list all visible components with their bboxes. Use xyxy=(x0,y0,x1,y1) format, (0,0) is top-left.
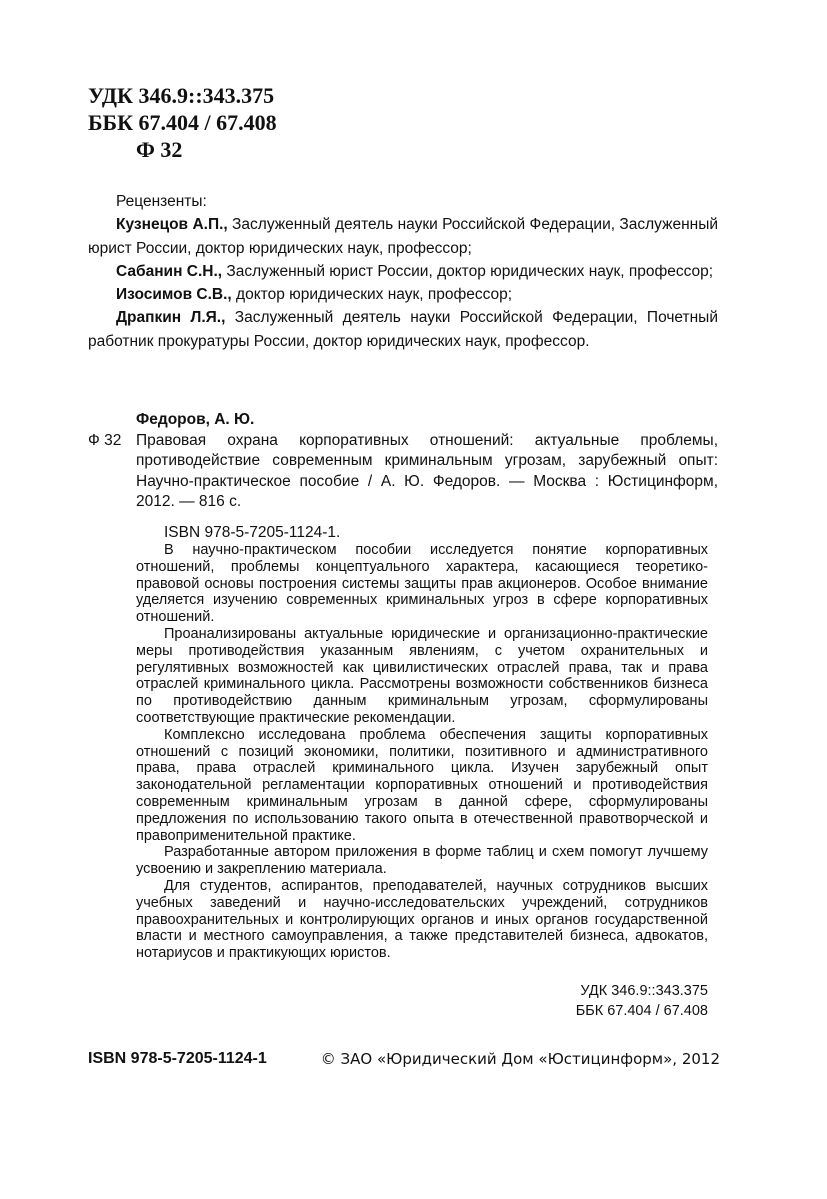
reviewers-block xyxy=(88,190,718,353)
reviewer xyxy=(88,213,718,260)
abstract-paragraph: Разработанные автором приложения в форме таблиц и схем помогут лучшему усвоению и закреплению материала. xyxy=(136,844,708,878)
classification-codes xyxy=(500,981,708,1021)
record-title: Правовая охрана корпоративных отношений: актуальные проблемы, противодействие современным криминальным угрозам, зарубежный опыт: Научно-практическое пособие / А. Ю. Федоров. — Москва : Юстицинформ, 2012. — 816 с. xyxy=(136,431,718,511)
reviewer xyxy=(88,306,718,353)
udk-code: УДК 346.9::343.375 xyxy=(88,83,275,108)
reviewer xyxy=(88,260,718,283)
reviewer-desc: Заслуженный юрист России, доктор юридических наук, профессор; xyxy=(222,262,714,280)
reviewer-name: Кузнецов А.П., xyxy=(116,216,228,234)
reviewer-desc: Заслуженный деятель науки Российской Федерации, Заслуженный юрист России, доктор юридических наук, профессор; xyxy=(88,216,718,257)
record-code: Ф 32 xyxy=(88,431,122,449)
author-sign: Ф 32 xyxy=(136,137,183,162)
abstract-paragraph: Для студентов, аспирантов, преподавателей, научных сотрудников высших учебных заведений и научно-исследовательских учреждений, сотрудников правоохранительных и контролирующих органов и иных органов государственной власти и местного самоуправления, а также представителей бизнеса, адвокатов, нотариусов и практикующих юристов. xyxy=(136,877,708,962)
reviewer xyxy=(88,283,718,306)
bibliographic-record xyxy=(88,410,718,544)
reviewer-desc: Заслуженный деятель науки Российской Федерации, Почетный работник прокуратуры России, доктор юридических наук, профессор. xyxy=(88,309,718,350)
bbk-code-bottom: ББК 67.404 / 67.408 xyxy=(575,1003,708,1019)
reviewers-title: Рецензенты: xyxy=(116,193,207,210)
abstract-paragraph: В научно-практическом пособии исследуется понятие корпоративных отношений, проблемы концептуального характера, касающиеся теоретико-правовой основы построения системы защиты прав акционеров. Особое внимание уделяется изучению современных криминальных угроз в сфере корпоративных отношений. xyxy=(136,542,708,626)
record-entry xyxy=(88,431,718,513)
record-isbn: ISBN 978-5-7205-1124-1. xyxy=(164,523,341,541)
reviewer-desc: доктор юридических наук, профессор; xyxy=(231,286,513,304)
bbk-code: ББК 67.404 / 67.408 xyxy=(88,110,277,135)
abstract-paragraph: Проанализированы актуальные юридические и организационно-практические меры противодействия указанным явлениям, с учетом охранительных и регулятивных возможностей как цивилистических отраслей права, так и права отраслей криминального цикла. Рассмотрены возможности собственников бизнеса по противодействию данным криминальным угрозам, сформулированы соответствующие практические рекомендации. xyxy=(136,625,708,726)
footer-isbn: ISBN 978-5-7205-1124-1 xyxy=(88,1050,267,1067)
reviewer-name: Сабанин С.Н., xyxy=(116,262,223,280)
copyright: © ЗАО «Юридический Дом «Юстицинформ», 2012 xyxy=(320,1050,720,1068)
reviewer-name: Изосимов С.В., xyxy=(116,286,232,304)
abstract-paragraph: Комплексно исследована проблема обеспечения защиты корпоративных отношений с позиций экономики, политики, позитивного и административного права, права отраслей криминального цикла. Изучен зарубежный опыт законодательной регламентации корпоративных отношений и противодействия современным криминальным угрозам в данной сфере, сформулированы предложения по использованию такого опыта в отечественной правотворческой и правоприменительной практике. xyxy=(136,726,708,844)
record-author: Федоров, А. Ю. xyxy=(136,411,255,428)
udk-code-bottom: УДК 346.9::343.375 xyxy=(580,983,708,999)
abstract xyxy=(136,542,708,962)
reviewer-name: Драпкин Л.Я., xyxy=(116,309,226,327)
classification-header xyxy=(88,82,277,163)
